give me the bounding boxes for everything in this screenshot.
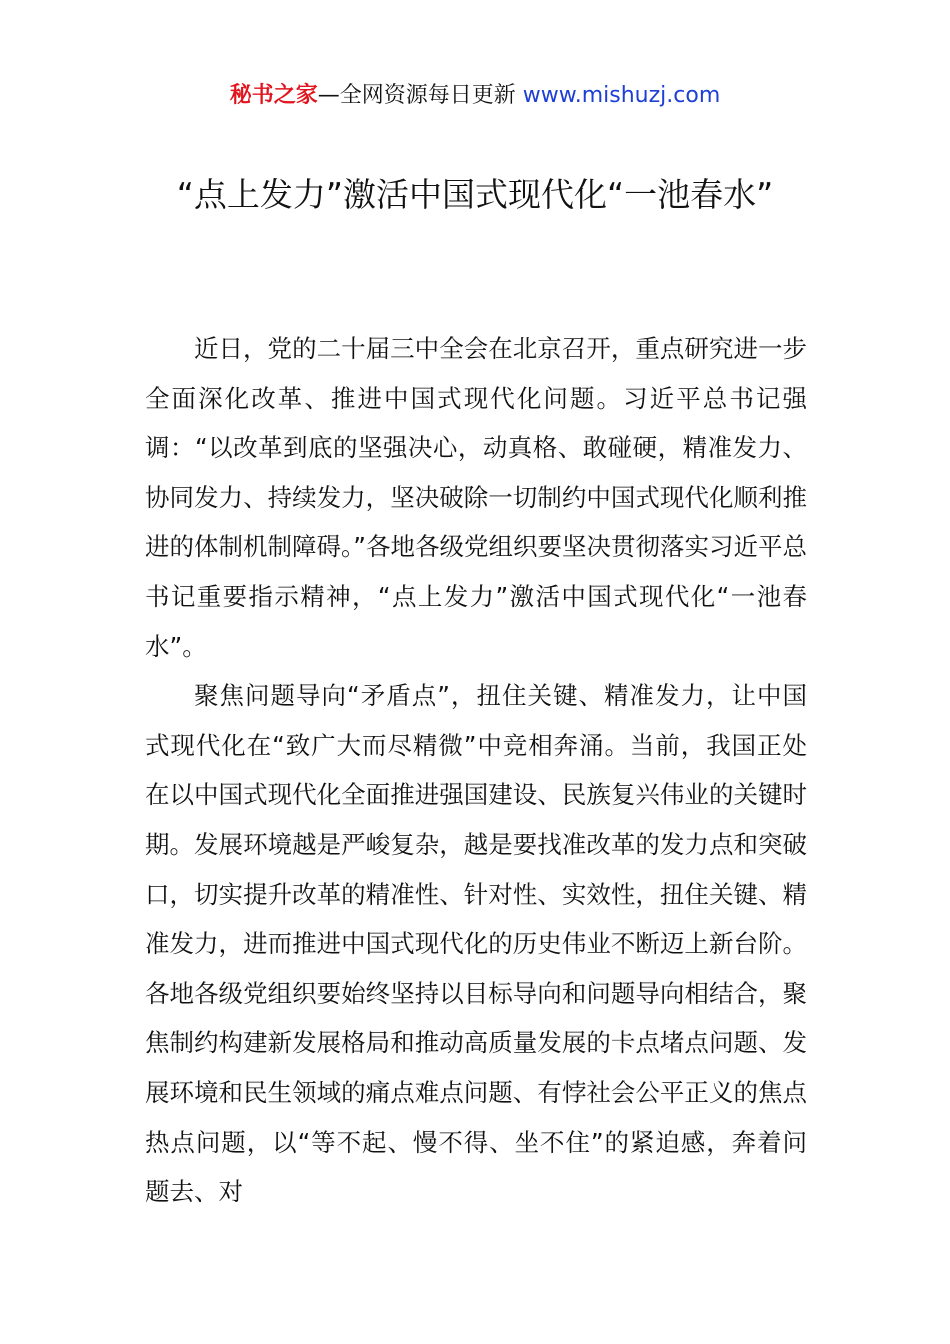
brand-name: 秘书之家 xyxy=(229,83,318,108)
paragraph-2: 聚焦问题导向“矛盾点”，扭住关键、精准发力，让中国式现代化在“致广大而尽精微”中竞相奔涌。当前，我国正处在以中国式现代化全面推进强国建设、民族复兴伟业的关键时期。发展环境越是严峻复杂，越是要找准改革的发力点和突破口，切实提升改革的精准性、针对性、实效性，扭住关键、精准发力，进而推进中国式现代化的历史伟业不断迈上新台阶。各地各级党组织要始终坚持以目标导向和问题导向相结合，聚焦制约构建新发展格局和推动高质量发展的卡点堵点问题、发展环境和民生领域的痛点难点问题、有悖社会公平正义的焦点热点问题，以“等不起、慢不得、坐不住”的紧迫感，奔着问题去、对 xyxy=(145,681,807,1207)
paragraph-1: 近日，党的二十届三中全会在北京召开，重点研究进一步全面深化改革、推进中国式现代化问题。习近平总书记强调：“以改革到底的坚强决心，动真格、敢碰硬，精准发力、协同发力、持续发力，坚决破除一切制约中国式现代化顺利推进的体制机制障碍。”各地各级党组织要坚决贯彻落实习近平总书记重要指示精神，“点上发力”激活中国式现代化“一池春水”。 xyxy=(145,334,807,661)
site-url[interactable]: www.mishuzj.com xyxy=(522,83,721,108)
header-tagline: —全网资源每日更新 xyxy=(317,83,523,108)
document-body xyxy=(145,324,807,1217)
document-title: “点上发力”激活中国式现代化“一池春水” xyxy=(176,175,774,214)
site-header xyxy=(0,80,950,112)
